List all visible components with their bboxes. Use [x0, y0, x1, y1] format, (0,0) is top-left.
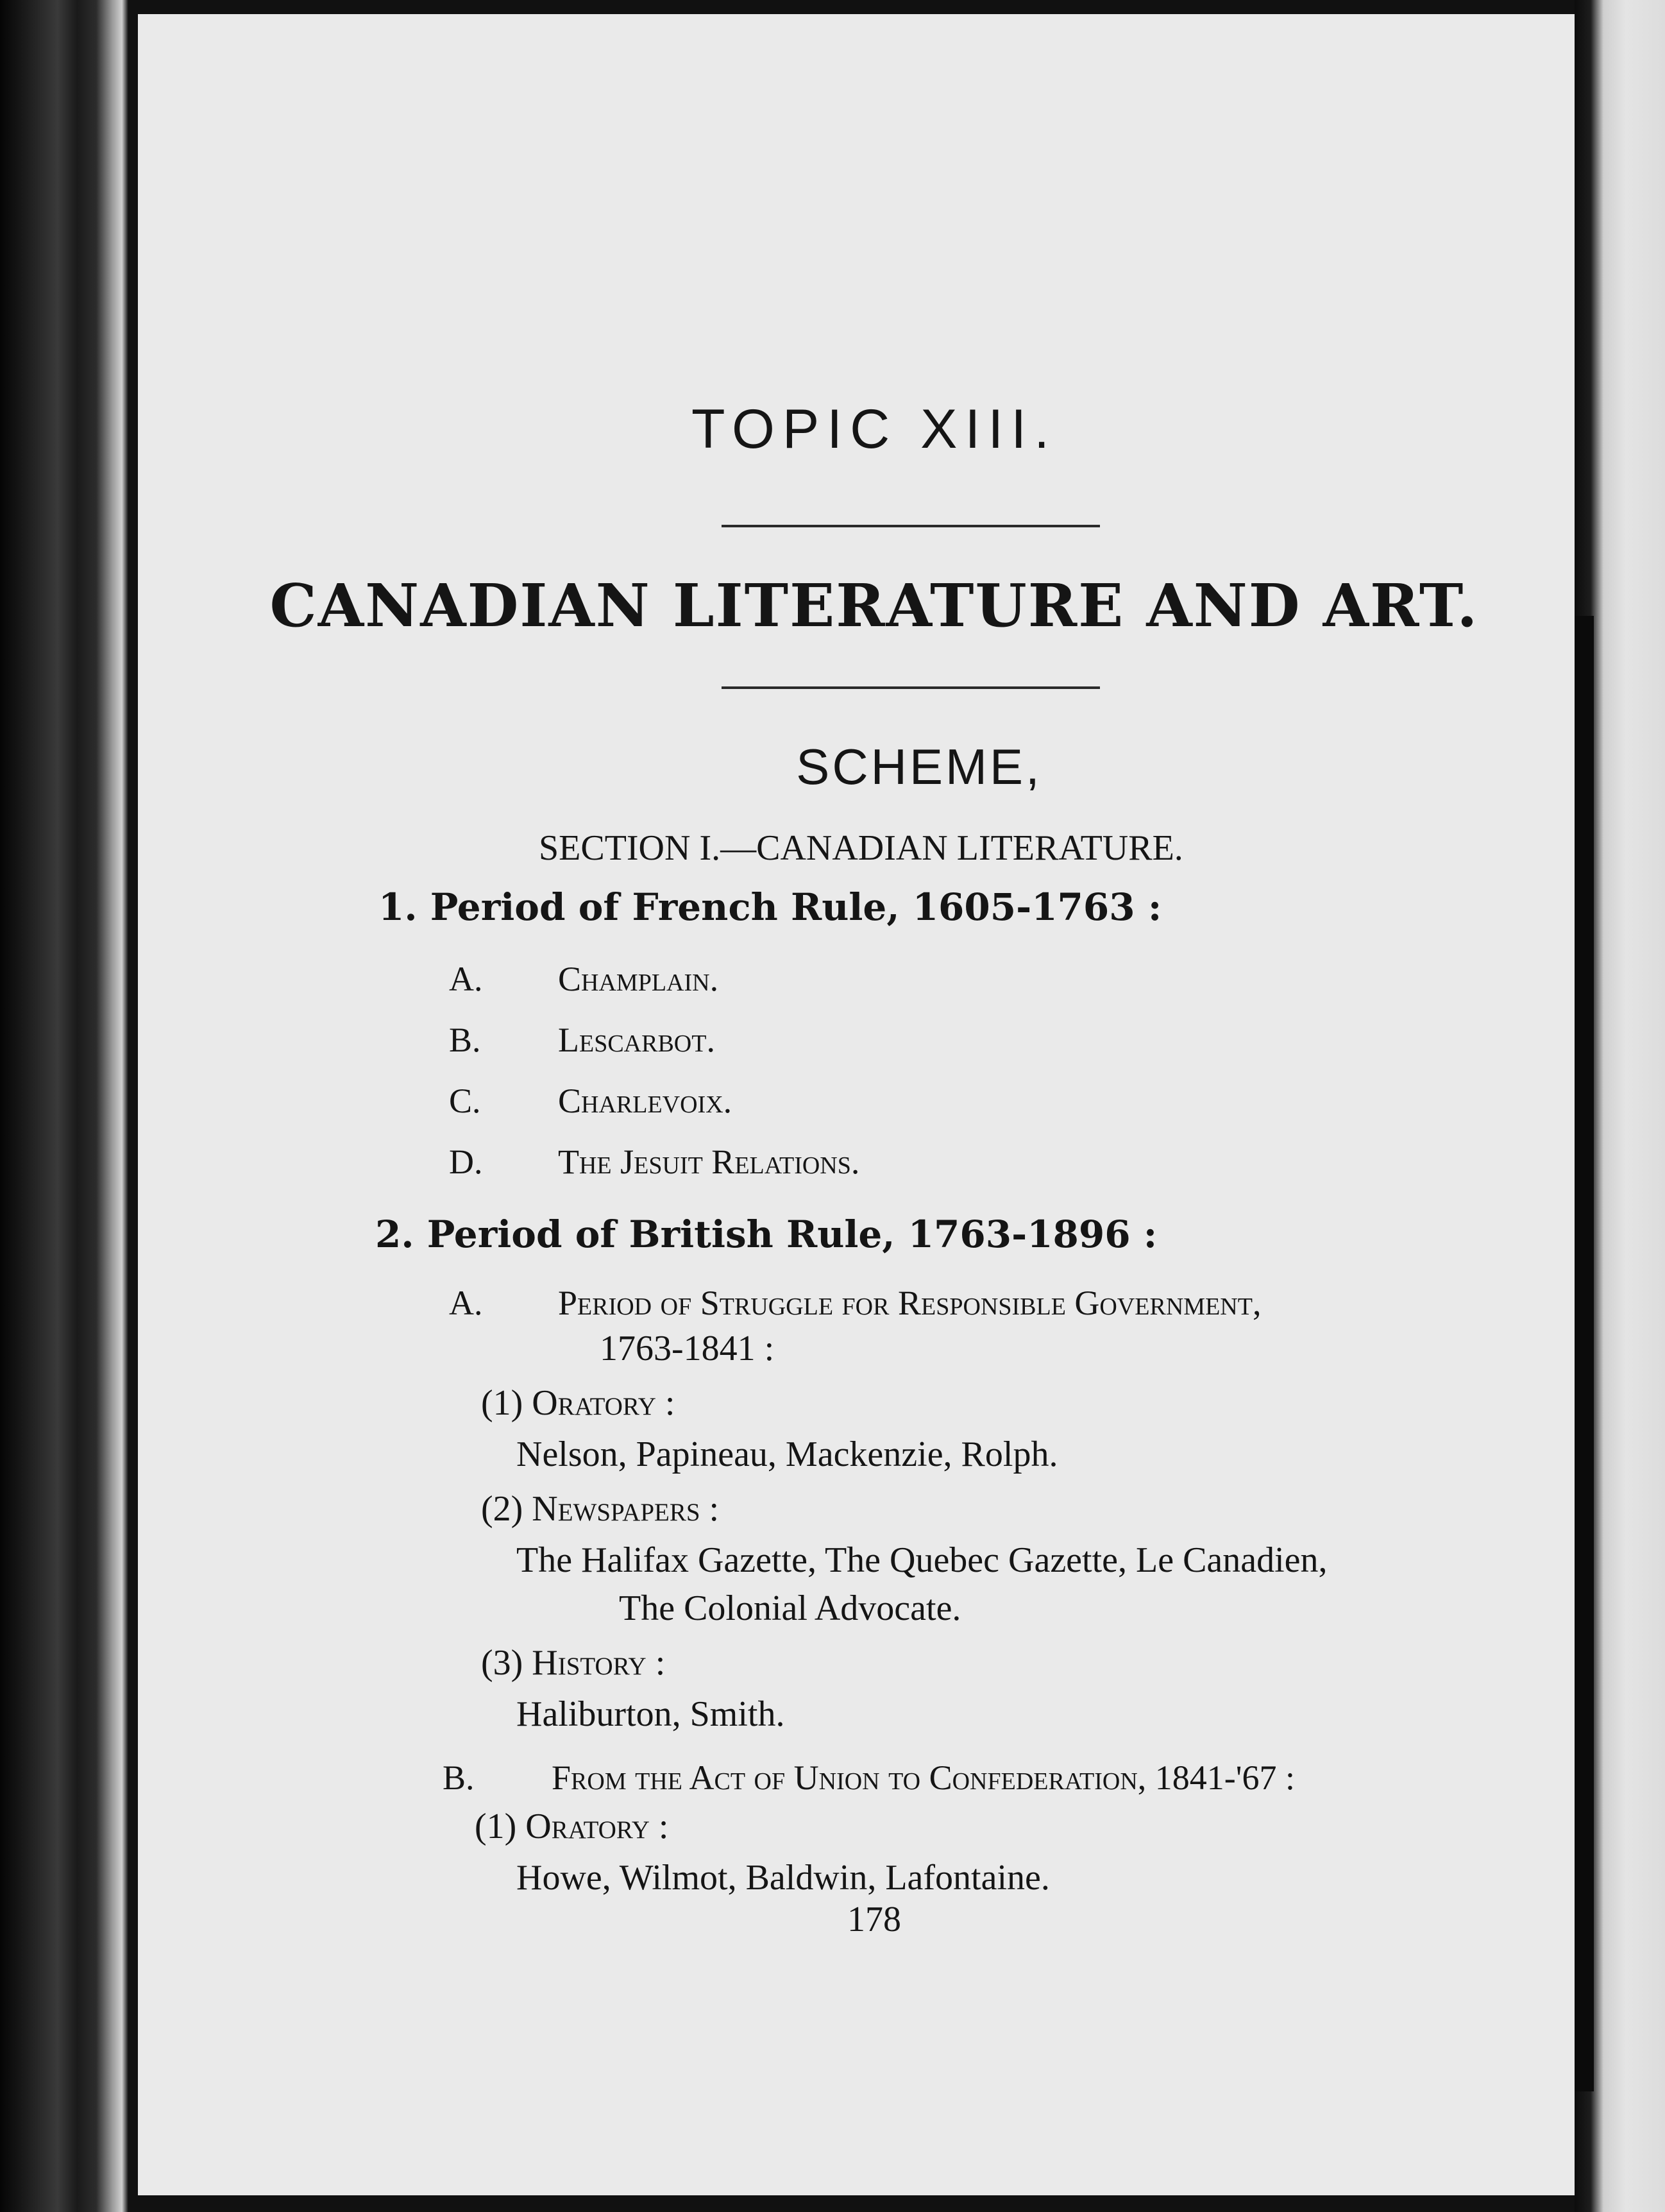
page-number: 178 — [847, 1900, 901, 1939]
newspapers-line-1: The Halifax Gazette, The Quebec Gazette, Le Canadien, — [516, 1540, 1328, 1580]
period-2-heading: 2. Period of British Rule, 1763-1896 : — [375, 1212, 1158, 1256]
facing-page-edge — [1575, 0, 1665, 2212]
oratory-label: (1) Oratory : — [475, 1807, 669, 1846]
subsection-a-dates: 1763-1841 : — [600, 1329, 775, 1368]
newspapers-label: (2) Newspapers : — [481, 1489, 720, 1529]
oratory-names: Nelson, Papineau, Mackenzie, Rolph. — [516, 1434, 1058, 1474]
oratory-names: Howe, Wilmot, Baldwin, Lafontaine. — [516, 1858, 1050, 1898]
divider-rule — [722, 525, 1100, 527]
topic-heading: TOPIC XIII. — [691, 398, 1058, 460]
book-binding-edge — [0, 0, 138, 2212]
list-item: B. Lescarbot. — [449, 1021, 715, 1059]
list-item: C. Charlevoix. — [449, 1082, 732, 1120]
scheme-heading: SCHEME, — [796, 738, 1042, 795]
section-heading: SECTION I.—CANADIAN LITERATURE. — [539, 828, 1183, 868]
newspapers-line-2: The Colonial Advocate. — [619, 1588, 961, 1628]
list-item: A. Champlain. — [449, 960, 719, 998]
period-1-heading: 1. Period of French Rule, 1605-1763 : — [378, 885, 1162, 929]
oratory-label: (1) Oratory : — [481, 1383, 675, 1423]
history-label: (3) History : — [481, 1643, 666, 1683]
page-title: CANADIAN LITERATURE AND ART. — [269, 571, 1479, 640]
list-item: D. The Jesuit Relations. — [449, 1143, 860, 1181]
divider-rule — [722, 686, 1100, 689]
history-names: Haliburton, Smith. — [516, 1694, 785, 1734]
subsection-b-heading: B. From the Act of Union to Confederation, 1841-'67 : — [443, 1758, 1296, 1797]
subsection-a-heading: A. Period of Struggle for Responsible Government, — [449, 1284, 1262, 1322]
